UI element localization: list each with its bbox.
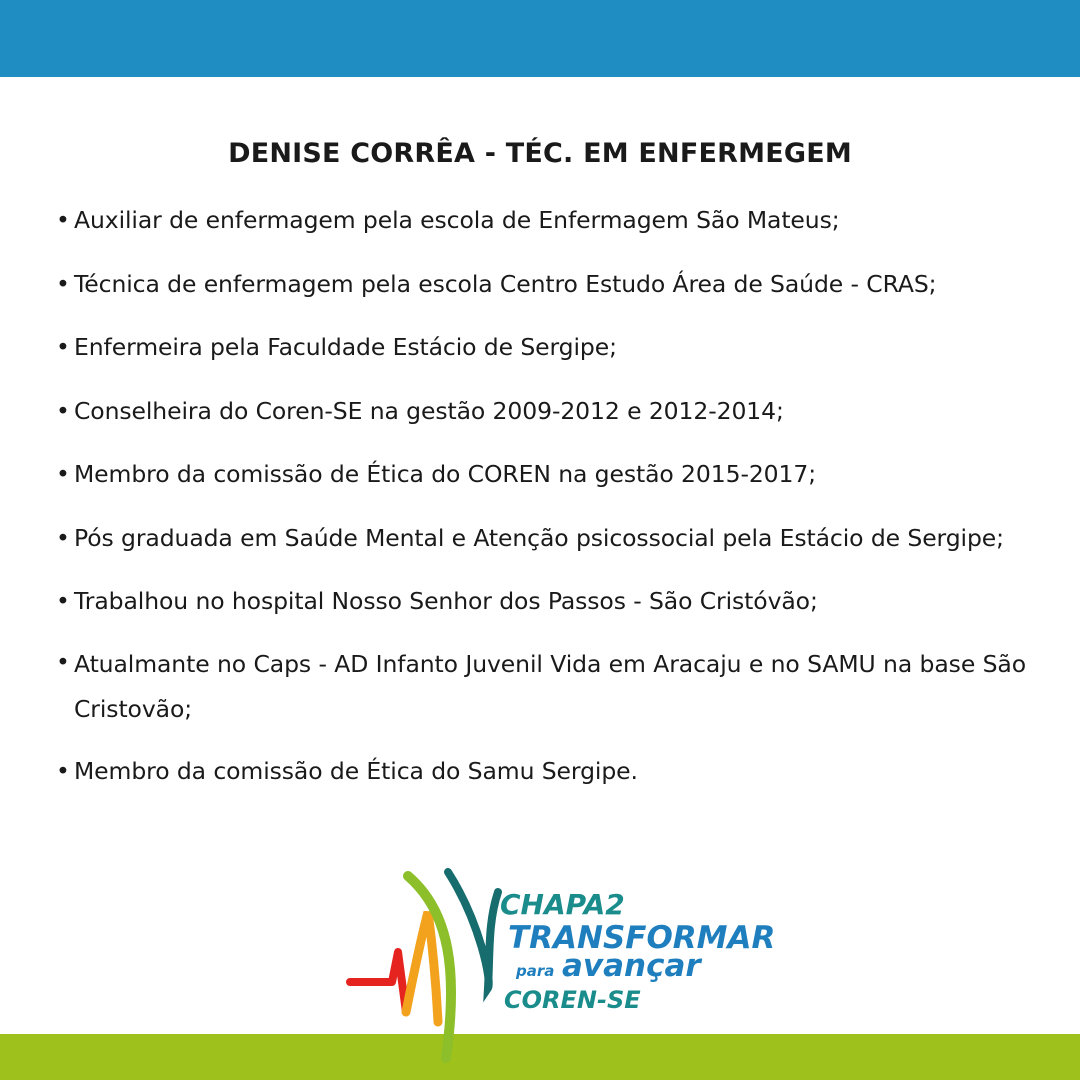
bullet-icon: • [56,756,70,785]
bullet-icon: • [56,396,70,425]
list-item [56,746,1026,796]
logo-red-stroke [350,952,406,1012]
chapa2-logo [340,862,776,1062]
logo-teal-stroke [448,872,498,988]
bullet-icon: • [56,647,70,676]
bullet-icon: • [56,206,70,234]
bullet-icon: • [56,587,70,615]
bullet-icon: • [56,523,70,552]
list-item-text: Auxiliar de enfermagem pela escola de Enfermagem São Mateus; [74,206,840,234]
list-item-text: Membro da comissão de Ética do Samu Sergipe. [74,756,638,785]
list-item-text: Técnica de enfermagem pela escola Centro Estudo Área de Saúde - CRAS; [74,269,937,298]
page-title: DENISE CORRÊA - TÉC. EM ENFERMEGEM [228,138,852,169]
list-item-text: Pós graduada em Saúde Mental e Atenção psicossocial pela Estácio de Sergipe; [74,523,1004,552]
list-item-text: Conselheira do Coren-SE na gestão 2009-2012 e 2012-2014; [74,396,784,425]
bio-list [56,195,1026,809]
logo-line-transformar: TRANSFORMAR [508,920,776,956]
list-item [56,386,1026,436]
logo-orange-stroke [406,912,438,1022]
logo-line-chapa2: CHAPA2 [500,888,625,921]
list-item-text: Atualmante no Caps - AD Infanto Juvenil Vida em Aracaju e no SAMU na base São Cristovão; [74,649,1026,723]
list-item [56,449,1026,499]
list-item-text: Enfermeira pela Faculdade Estácio de Sergipe; [74,333,617,361]
list-item [56,322,1026,372]
top-color-bar [0,0,1080,77]
bullet-icon: • [56,269,70,298]
list-item [56,195,1026,245]
list-item [56,576,1026,626]
logo-line-avancar: avançar [562,948,701,984]
logo-line-para: para [516,962,555,980]
list-item-text: Trabalhou no hospital Nosso Senhor dos Passos - São Cristóvão; [74,587,818,615]
list-item [56,640,1026,732]
list-item [56,259,1026,309]
bullet-icon: • [56,333,70,361]
list-item [56,513,1026,563]
list-item-text: Membro da comissão de Ética do COREN na gestão 2015-2017; [74,460,817,488]
logo-line-coren-se: COREN-SE [504,986,641,1014]
bullet-icon: • [56,460,70,488]
chapa2-logo-graphic [340,862,776,1062]
